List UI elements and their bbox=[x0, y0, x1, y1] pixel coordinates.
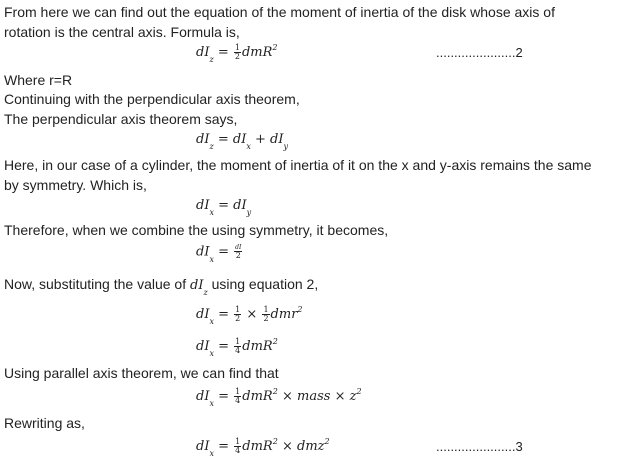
text-intro-line-2: rotation is the central axis. Formula is, bbox=[4, 24, 240, 40]
text-substituting: Now, substituting the value of $dI_z$ using equation 2, bbox=[4, 276, 319, 297]
equation-combined: $dI_x$ = $\frac{dI}{2}$ bbox=[196, 244, 242, 264]
equation-symmetry: $dI_x = dI_y$ bbox=[196, 198, 252, 217]
text-cylinder-line-2: by symmetry. Which is, bbox=[4, 177, 147, 193]
equation-parallel-axis: $dI_x$ = $\frac{1}{4}$ dmR$^2$ × mass × $z^2$ bbox=[196, 387, 362, 408]
equation-2-reference: ......................2 bbox=[436, 45, 523, 60]
text-intro-line-1: From here we can find out the equation of the moment of inertia of the disk whose axis of bbox=[4, 4, 555, 20]
equation-3: $dI_x$ = $\frac{1}{4}$ dmR$^2$ × dmz$^2$ bbox=[196, 437, 330, 458]
equation-3-reference: ......................3 bbox=[436, 439, 523, 454]
equation-perpendicular-axis: $dI_z = dI_x + dI_y$ bbox=[196, 132, 289, 151]
text-combine: Therefore, when we combine the using symmetry, it becomes, bbox=[4, 222, 389, 238]
text-cylinder-line-1: Here, in our case of a cylinder, the moment of inertia of it on the x and y-axis remains the same bbox=[4, 157, 592, 173]
equation-simplified: $dI_x$ = $\frac{1}{4}$ dmR$^2$ bbox=[196, 337, 278, 358]
text-parallel-axis: Using parallel axis theorem, we can find that bbox=[4, 365, 279, 381]
text-continuing: Continuing with the perpendicular axis theorem, bbox=[4, 91, 300, 107]
equation-substituted: $dI_x$ = $\frac{1}{2}$ × $\frac{1}{2}$ dmr$^2$ bbox=[196, 305, 303, 326]
text-perp-says: The perpendicular axis theorem says, bbox=[4, 111, 238, 127]
text-where: Where r=R bbox=[4, 72, 73, 88]
text-rewriting: Rewriting as, bbox=[4, 415, 85, 431]
equation-2: $dI_z$ = $\frac{1}{2}$ dmR$^2$ bbox=[196, 43, 278, 64]
